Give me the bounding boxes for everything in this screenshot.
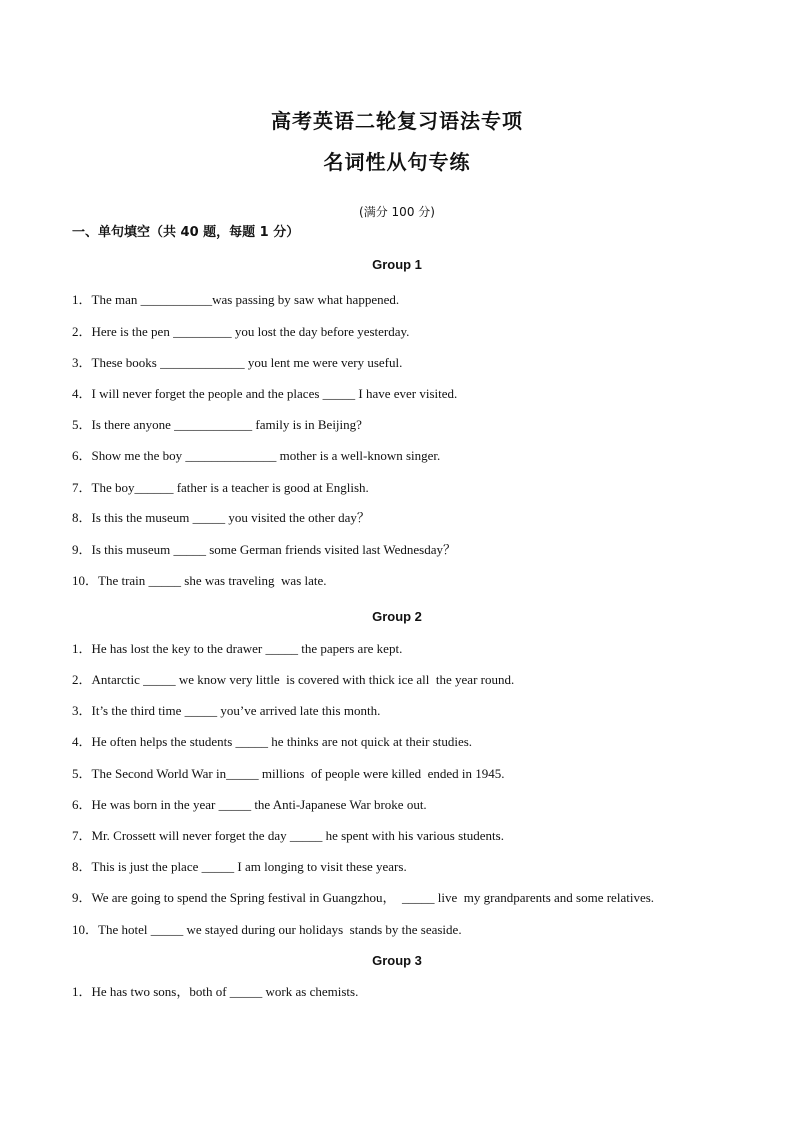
question: 4．He often helps the students _____ he thinks are not quick at their studies. [72,734,473,749]
question: 7．Mr. Crossett will never forget the day _____ he spent with his various students. [72,828,504,843]
question: 6．Show me the boy ______________ mother is a well-known singer. [72,448,441,463]
group-heading: Group 2 [372,609,422,624]
question: 3．These books _____________ you lent me were very useful. [72,355,403,370]
question: 8．Is this the museum _____ you visited the other day？ [72,510,370,525]
section-heading: 一、单句填空（共 40 题，每题 1 分） [72,225,300,240]
question: 2．Here is the pen _________ you lost the day before yesterday. [72,324,410,339]
group-heading: Group 3 [372,953,422,968]
score-note: (满分 100 分) [359,205,435,219]
question: 6．He was born in the year _____ the Anti-Japanese War broke out. [72,797,427,812]
question: 9．We are going to spend the Spring festival in Guangzhou， _____ live my grandparents and some relatives. [72,890,655,905]
question: 9．Is this museum _____ some German friends visited last Wednesday？ [72,542,456,557]
page-subtitle: 名词性从句专练 [323,150,471,174]
question: 1．He has lost the key to the drawer _____ the papers are kept. [72,641,403,656]
question: 1．The man ___________was passing by saw what happened. [72,292,400,307]
question: 7．The boy______ father is a teacher is good at English. [72,480,369,495]
group-heading: Group 1 [372,257,422,272]
page-title: 高考英语二轮复习语法专项 [271,109,523,133]
question: 2．Antarctic _____ we know very little is covered with thick ice all the year round. [72,672,515,687]
question: 4．I will never forget the people and the places _____ I have ever visited. [72,386,458,401]
question: 3．It’s the third time _____ you’ve arrived late this month. [72,703,381,718]
question: 1．He has two sons，both of _____ work as chemists. [72,984,359,999]
question: 5．Is there anyone ____________ family is in Beijing? [72,417,362,432]
question: 10．The train _____ she was traveling was late. [72,573,327,588]
question: 10．The hotel _____ we stayed during our holidays stands by the seaside. [72,922,462,937]
question: 8．This is just the place _____ I am longing to visit these years. [72,859,407,874]
question: 5．The Second World War in_____ millions of people were killed ended in 1945. [72,766,505,781]
